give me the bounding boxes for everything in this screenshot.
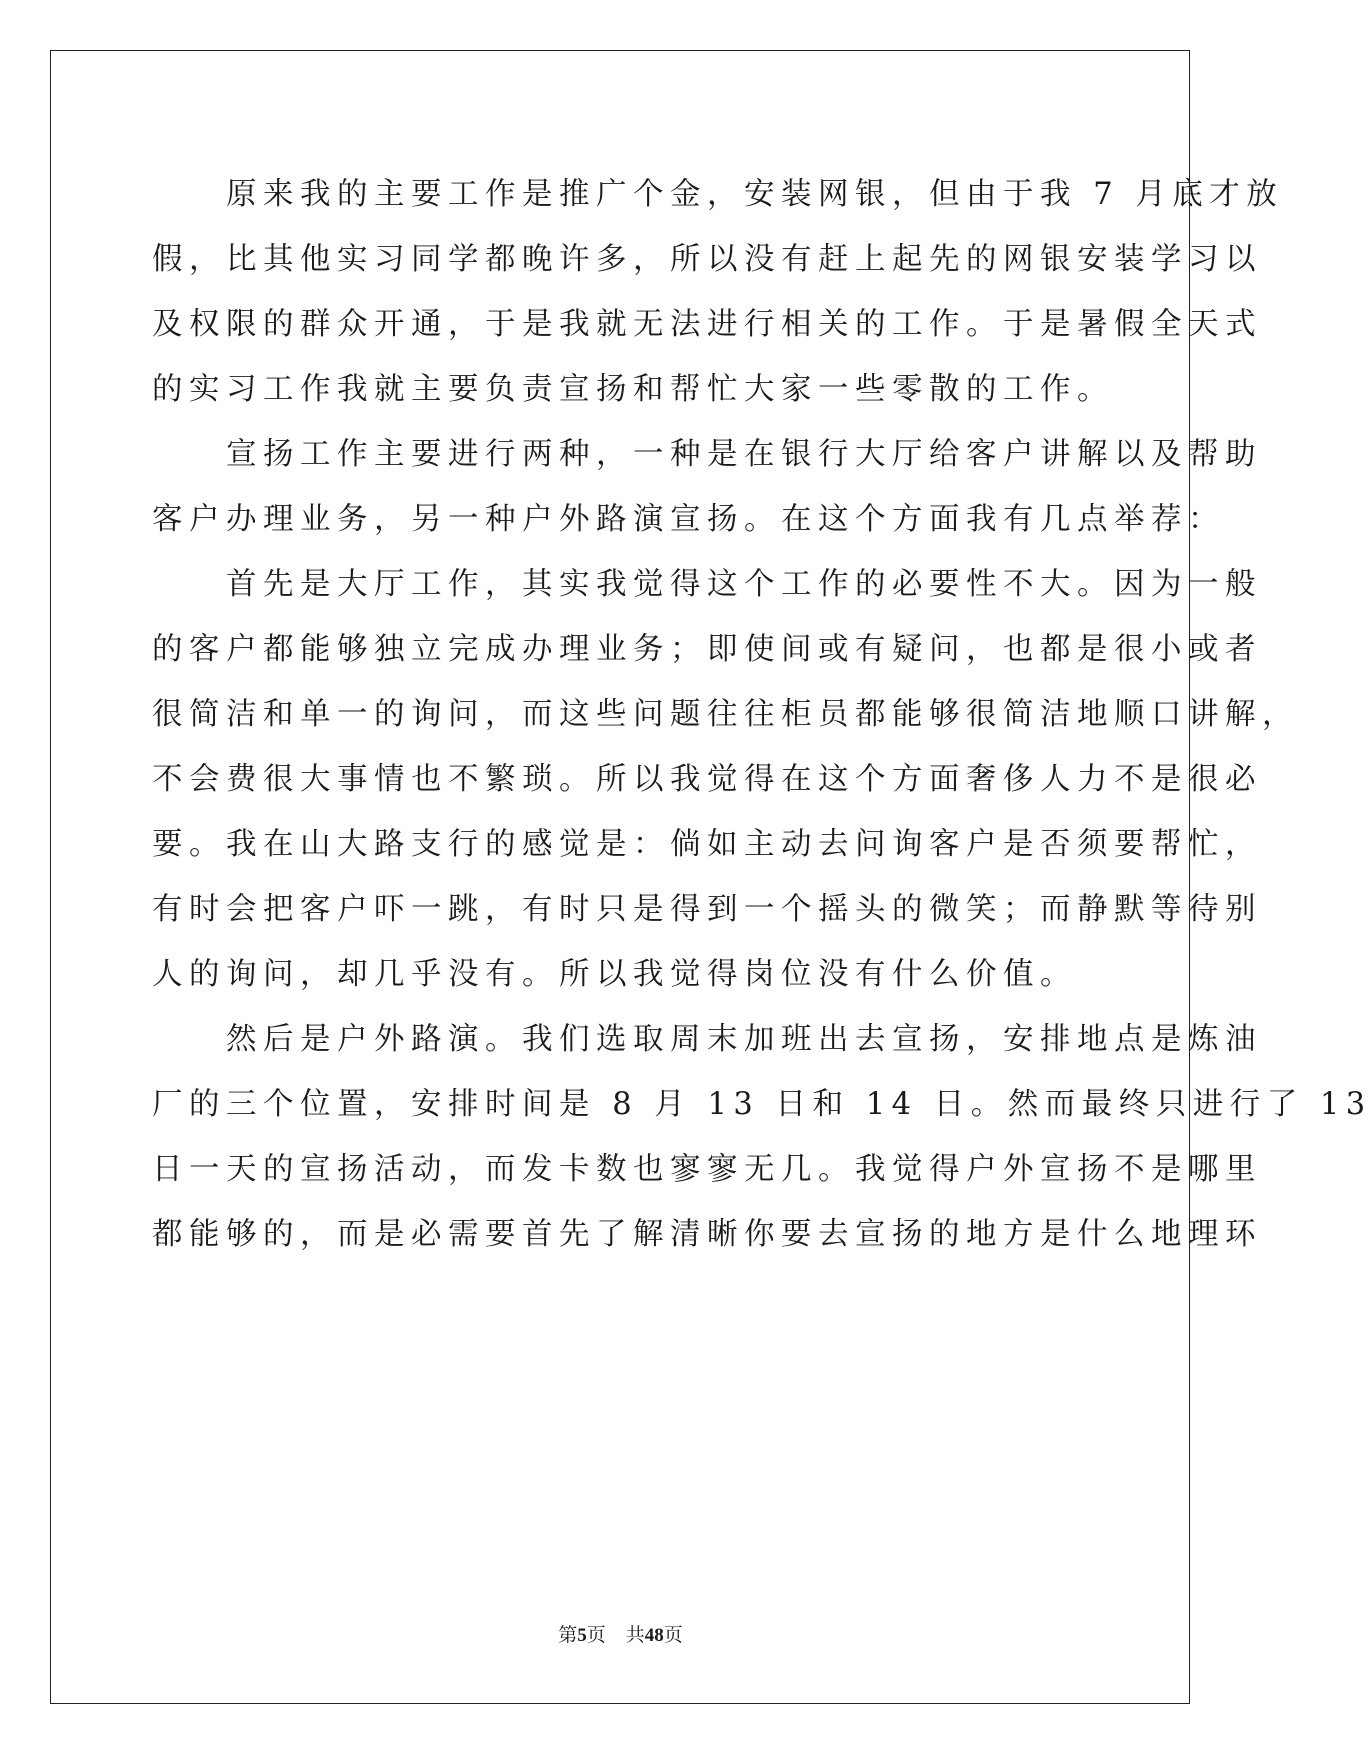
text-line: 不会费很大事情也不繁琐。所以我觉得在这个方面奢侈人力不是很必 xyxy=(152,762,1262,797)
text-line: 有时会把客户吓一跳，有时只是得到一个摇头的微笑；而静默等待别 xyxy=(152,892,1262,927)
page-prefix: 第 xyxy=(558,1624,578,1646)
text-line: 宣扬工作主要进行两种，一种是在银行大厅给客户讲解以及帮助 xyxy=(152,437,1262,472)
text-line: 客户办理业务，另一种户外路演宣扬。在这个方面我有几点举荐： xyxy=(152,502,1225,537)
page-number: 5 xyxy=(577,1625,587,1646)
text-line: 很简洁和单一的询问，而这些问题往往柜员都能够很简洁地顺口讲解， xyxy=(152,697,1299,732)
text-line: 然后是户外路演。我们选取周末加班出去宣扬，安排地点是炼油 xyxy=(152,1022,1262,1057)
page-suffix: 页 xyxy=(586,1624,606,1646)
total-pages: 48 xyxy=(644,1625,664,1646)
text-line: 人的询问，却几乎没有。所以我觉得岗位没有什么价值。 xyxy=(152,957,1077,992)
text-line: 的客户都能够独立完成办理业务；即使间或有疑问，也都是很小或者 xyxy=(152,632,1262,667)
text-line: 日一天的宣扬活动，而发卡数也寥寥无几。我觉得户外宣扬不是哪里 xyxy=(152,1152,1262,1187)
page-footer xyxy=(0,1623,1241,1648)
text-line: 首先是大厅工作，其实我觉得这个工作的必要性不大。因为一般 xyxy=(152,567,1262,602)
text-line: 都能够的，而是必需要首先了解清晰你要去宣扬的地方是什么地理环 xyxy=(152,1217,1262,1252)
text-line: 要。我在山大路支行的感觉是：倘如主动去问询客户是否须要帮忙， xyxy=(152,827,1262,862)
text-line: 厂的三个位置，安排时间是 8 月 13 日和 14 日。然而最终只进行了 13 xyxy=(152,1087,1372,1122)
text-line: 的实习工作我就主要负责宣扬和帮忙大家一些零散的工作。 xyxy=(152,372,1114,407)
total-suffix: 页 xyxy=(663,1624,683,1646)
document-body xyxy=(152,162,1372,1267)
text-line: 及权限的群众开通，于是我就无法进行相关的工作。于是暑假全天式 xyxy=(152,307,1262,342)
text-line: 原来我的主要工作是推广个金，安装网银，但由于我 7 月底才放 xyxy=(152,177,1284,212)
text-line: 假，比其他实习同学都晚许多，所以没有赶上起先的网银安装学习以 xyxy=(152,242,1262,277)
total-prefix: 共 xyxy=(625,1624,645,1646)
